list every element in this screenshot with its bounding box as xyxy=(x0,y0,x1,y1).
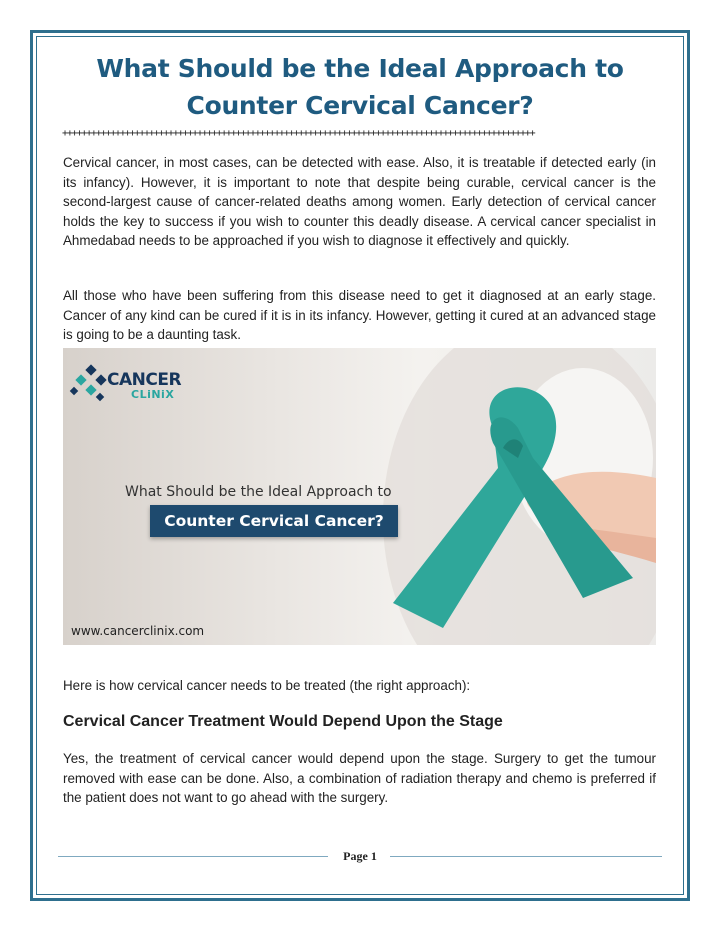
page-number: Page 1 xyxy=(343,849,377,863)
logo-text-cancer: CANCER xyxy=(107,370,182,390)
footer-rule-right xyxy=(390,856,662,857)
document-title-line1: What Should be the Ideal Approach to xyxy=(96,54,624,83)
hero-website-url: www.cancerclinix.com xyxy=(71,624,205,638)
paragraph-intro: Cervical cancer, in most cases, can be detected with ease. Also, it is treatable if detected early (in its infancy). However, it is important to note that despite being curable, cervical cancer is the second-largest cause of cancer-related deaths among women. Early detection of cervical cancer holds the key to success if you wish to counter this deadly disease. A cervical cancer specialist in Ahmedabad needs to be approached if you wish to diagnose it effectively and quickly. xyxy=(63,155,656,249)
document-title-line2: Counter Cervical Cancer? xyxy=(186,91,534,120)
paragraph-treatment: Yes, the treatment of cervical cancer would depend upon the stage. Surgery to get the tumour removed with ease can be done. Also, a combination of radiation therapy and chemo is preferred if the patient does not want to go ahead with the surgery. xyxy=(63,751,656,806)
hero-image xyxy=(63,348,656,645)
hero-title-badge: Counter Cervical Cancer? xyxy=(150,505,398,537)
logo-mark-icon xyxy=(70,364,107,401)
hero-title-line1: What Should be the Ideal Approach to xyxy=(125,484,392,500)
paragraph-approach-intro: Here is how cervical cancer needs to be treated (the right approach): xyxy=(63,678,471,693)
paragraph-early-diagnosis: All those who have been suffering from this disease need to get it diagnosed at an early stage. Cancer of any kind can be cured if it is in its infancy. However, getting it cured at an advanced stage is going to be a daunting task. xyxy=(63,288,656,343)
separator-row: ++++++++++++++++++++++++++++++++++++++++++++++++++++++++++++++++++++++++++++++++++++++++++++++++++ xyxy=(62,128,535,139)
logo-text-clinix: CLiNiX xyxy=(131,388,175,401)
section-heading: Cervical Cancer Treatment Would Depend Upon the Stage xyxy=(63,713,503,730)
footer-rule-left xyxy=(58,856,328,857)
